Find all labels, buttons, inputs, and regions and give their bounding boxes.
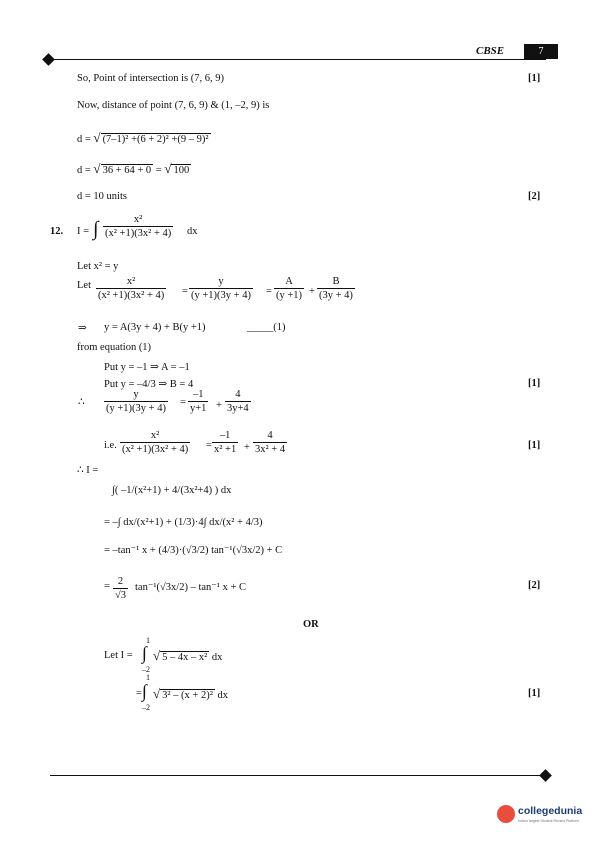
header-rule [50, 59, 546, 60]
radical-icon: √ [164, 161, 172, 176]
question-number: 12. [50, 226, 64, 237]
therefore-icon: ∴ [78, 397, 85, 408]
footer-rule [50, 775, 546, 776]
ie-fraction-1: $\frac{\text{x²}}{\text{(x² +1)(3x² + 4)}}$ [122, 430, 189, 455]
lower-limit-2: –2 [142, 703, 150, 712]
let-label: Let [77, 280, 91, 291]
distance-simplified [77, 161, 191, 177]
ie-label: i.e. [104, 440, 117, 451]
upper-limit: 1 [146, 636, 150, 645]
mark-5: [2] [528, 580, 541, 591]
page-number: 7 [524, 44, 558, 59]
d1-lhs: d = [77, 134, 91, 145]
or-divider: OR [303, 619, 319, 630]
implies-icon: ⇒ [78, 323, 87, 334]
let-i-integrand: √ 5 – 4x – x² dx [153, 648, 223, 663]
integrand-numerator: x² [133, 214, 143, 225]
logo-tagline: India's largest Student Review Platform [518, 819, 579, 823]
pf-fraction-4: $\frac{B}{(3y + 4)}$ [319, 276, 353, 301]
t-fraction-3: $\frac{4}{3y+4}$ [227, 389, 249, 414]
t-equals: = [180, 397, 186, 408]
mark-2: [2] [528, 191, 541, 202]
d1-radicand: (7–1)² +(6 + 2)² +(9 – 9)² [102, 134, 209, 145]
int-step-1: = –∫ dx/(x²+1) + (1/3)·4∫ dx/(x² + 4/3) [104, 517, 263, 528]
integral-lhs: I = [77, 226, 90, 237]
let-i-label: Let I = [104, 650, 133, 661]
t-fraction-1: $\frac{y}{(y +1)(3y + 4)}$ [106, 389, 166, 414]
d2-equals: = [155, 165, 162, 176]
mark-3: [1] [528, 378, 541, 389]
integrand-fraction [103, 214, 173, 239]
from-equation: from equation (1) [77, 342, 152, 353]
put-step-2: Put y = –4/3 ⇒ B = 4 [104, 379, 194, 390]
d2-radicand-2: 100 [173, 165, 190, 176]
distance-intro: Now, distance of point (7, 6, 9) & (1, –2, 9) is [77, 100, 270, 111]
int-step-3-rest: tan⁻¹(√3x/2) – tan⁻¹ x + C [135, 582, 247, 593]
put-step-1: Put y = –1 ⇒ A = –1 [104, 362, 190, 373]
t-plus: + [216, 400, 222, 411]
ie-fraction-2: $\frac{-1}{\text{x² +1}}$ [214, 430, 237, 455]
pf-equals-2: = [266, 286, 272, 297]
integral-sign-icon: ∫ [93, 218, 99, 240]
distance-formula [77, 130, 211, 146]
int-step-2: = –tan⁻¹ x + (4/3)·(√3/2) tan⁻¹(√3x/2) + C [104, 545, 283, 556]
int-step-3-eq: = [104, 581, 110, 592]
logo-mascot-icon [497, 805, 515, 823]
logo-name: collegedunia [518, 805, 583, 817]
upper-limit-2: 1 [146, 673, 150, 682]
ie-plus: + [244, 442, 250, 453]
collegedunia-logo [497, 803, 582, 833]
substitution: Let x² = y [77, 261, 119, 272]
integrand-dx: dx [187, 226, 198, 237]
radical-icon: √ [93, 130, 101, 145]
int-body: ∫( –1/(x²+1) + 4/(3x²+4) ) dx [112, 485, 232, 496]
mark-1: [1] [528, 73, 541, 84]
intersection-line: So, Point of intersection is (7, 6, 9) [77, 73, 224, 84]
pf-equals-1: = [182, 286, 188, 297]
eq2-integrand: √ 3² – (x + 2)² dx [153, 686, 228, 701]
identity-equation: y = A(3y + 4) + B(y +1) [104, 322, 206, 333]
integrand-denominator: (x² +1)(3x² + 4) [105, 228, 172, 239]
mark-4: [1] [528, 440, 541, 451]
pf-fraction-1: $\frac{\text{x²}}{\text{(x² +1)(3x² + 4)}}$ [98, 276, 165, 301]
radical-icon: √ [93, 161, 101, 176]
mark-6: [1] [528, 688, 541, 699]
d2-lhs: d = [77, 165, 91, 176]
pf-plus: + [309, 286, 315, 297]
integral-sign-icon: ∫ [142, 643, 147, 663]
eq2-equals: = [136, 688, 142, 699]
radical-icon: √ [153, 686, 161, 701]
radical-icon: √ [153, 648, 161, 663]
ie-equals: = [206, 440, 212, 451]
pf-fraction-2: $\frac{y}{(y +1)(3y + 4)}$ [191, 276, 251, 301]
t-fraction-2: $\frac{-1}{y+1}$ [190, 389, 207, 414]
d2-radicand: 36 + 64 + 0 [102, 165, 152, 176]
distance-result: d = 10 units [77, 191, 127, 202]
int-step-3-coef: $\frac{2}{√3}$ [115, 576, 127, 601]
lower-limit: –2 [142, 665, 150, 674]
equation-tag: _____(1) [247, 322, 286, 333]
footer-diamond-right [539, 769, 552, 782]
int-lhs: ∴ I = [77, 465, 99, 476]
integral-sign-icon: ∫ [142, 681, 147, 701]
pf-fraction-3: $\frac{A}{(y +1)}$ [276, 276, 303, 301]
header-label: CBSE [476, 45, 505, 57]
ie-fraction-3: $\frac{4}{\text{3x² + 4}}$ [255, 430, 286, 455]
